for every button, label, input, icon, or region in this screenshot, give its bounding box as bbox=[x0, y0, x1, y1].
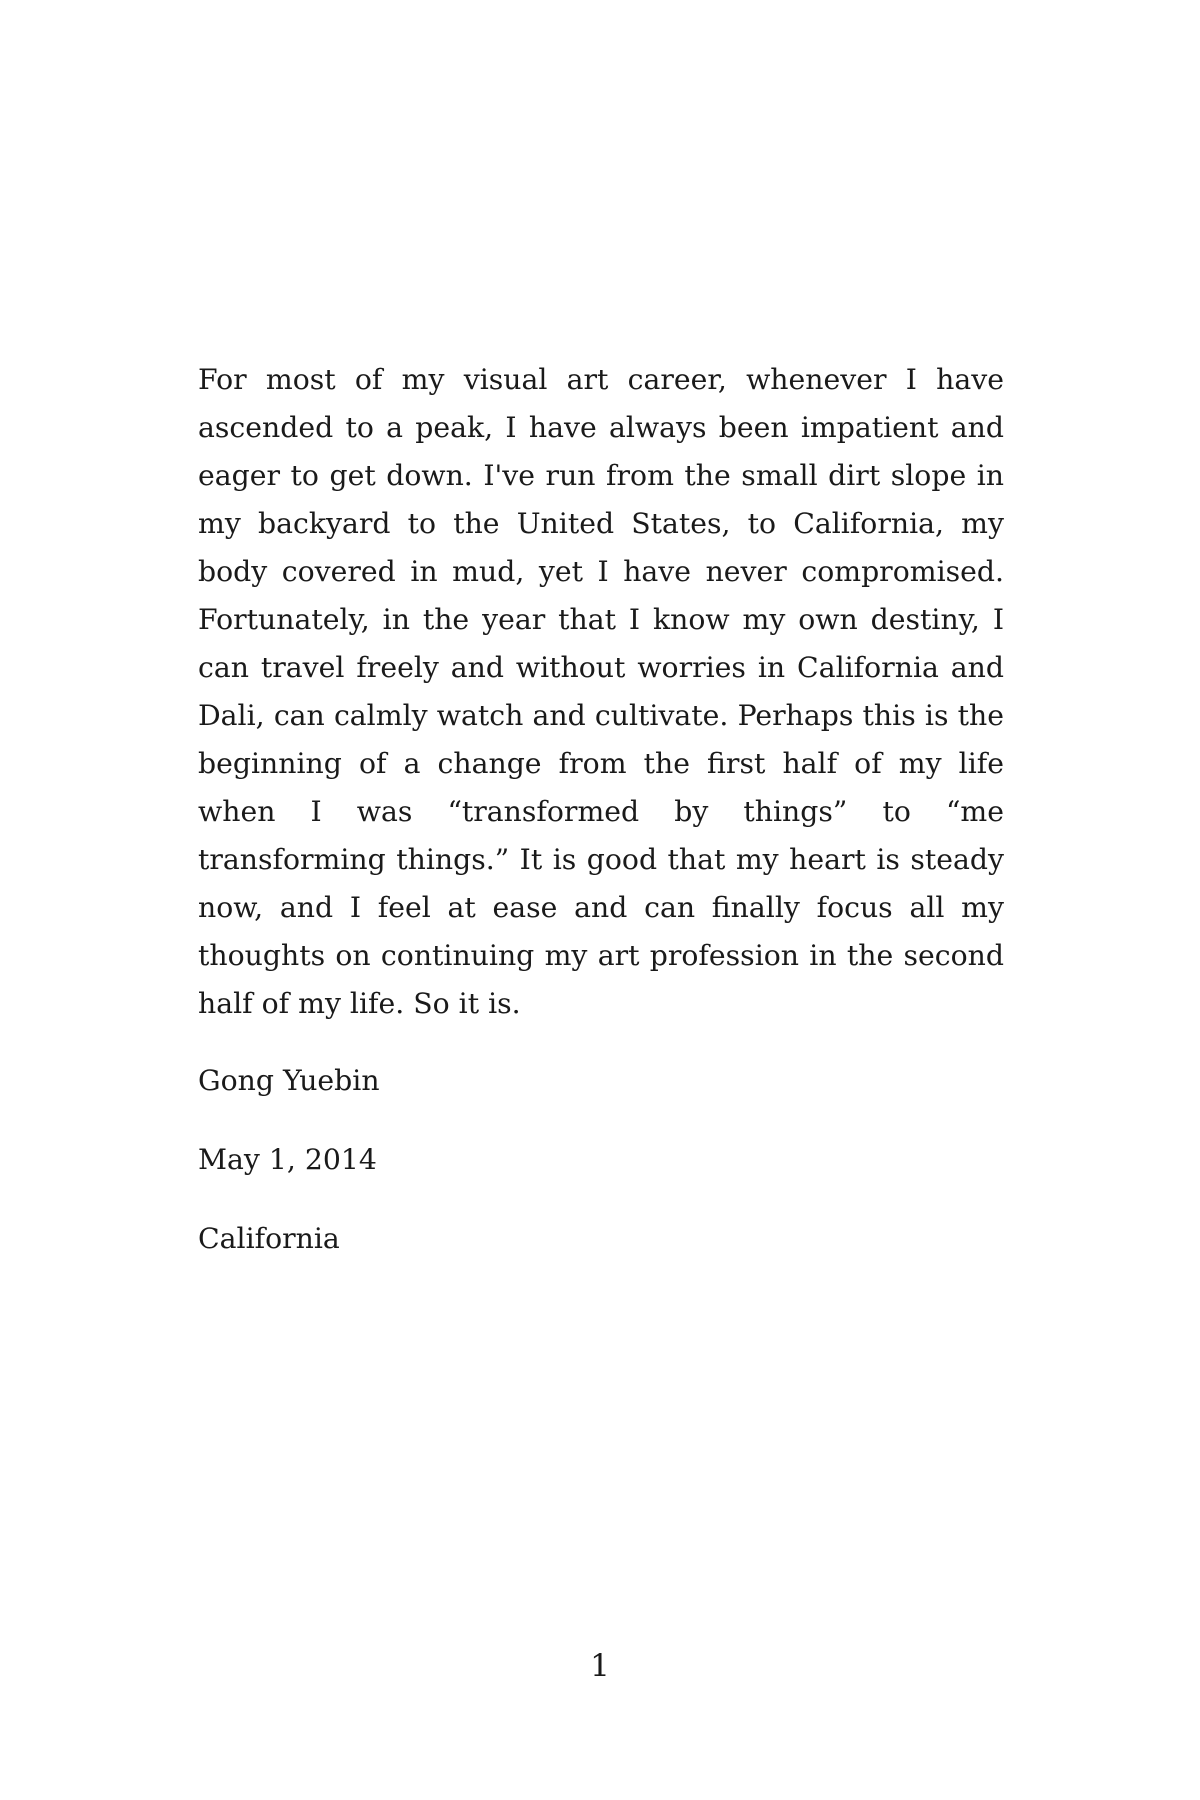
letter-date: May 1, 2014 bbox=[198, 1143, 377, 1176]
body-paragraph: For most of my visual art career, whenever I have ascended to a peak, I have always been impatient and eager to get down. I've run from the small dirt slope in my backyard to the United States, to California, my body covered in mud, yet I have never compromised. Fortunately, in the year that I know my own destiny, I can travel freely and without worries in California and Dali, can calmly watch and cultivate. Perhaps this is the beginning of a change from the first half of my life when I was “transformed by things” to “me transforming things.” It is good that my heart is steady now, and I feel at ease and can finally focus all my thoughts on continuing my art profession in the second half of my life. So it is. bbox=[198, 363, 1004, 1020]
author-signature: Gong Yuebin bbox=[198, 1064, 380, 1097]
letter-text bbox=[198, 356, 1004, 1263]
page-number: 1 bbox=[590, 1648, 610, 1684]
letter-place: California bbox=[198, 1222, 340, 1255]
